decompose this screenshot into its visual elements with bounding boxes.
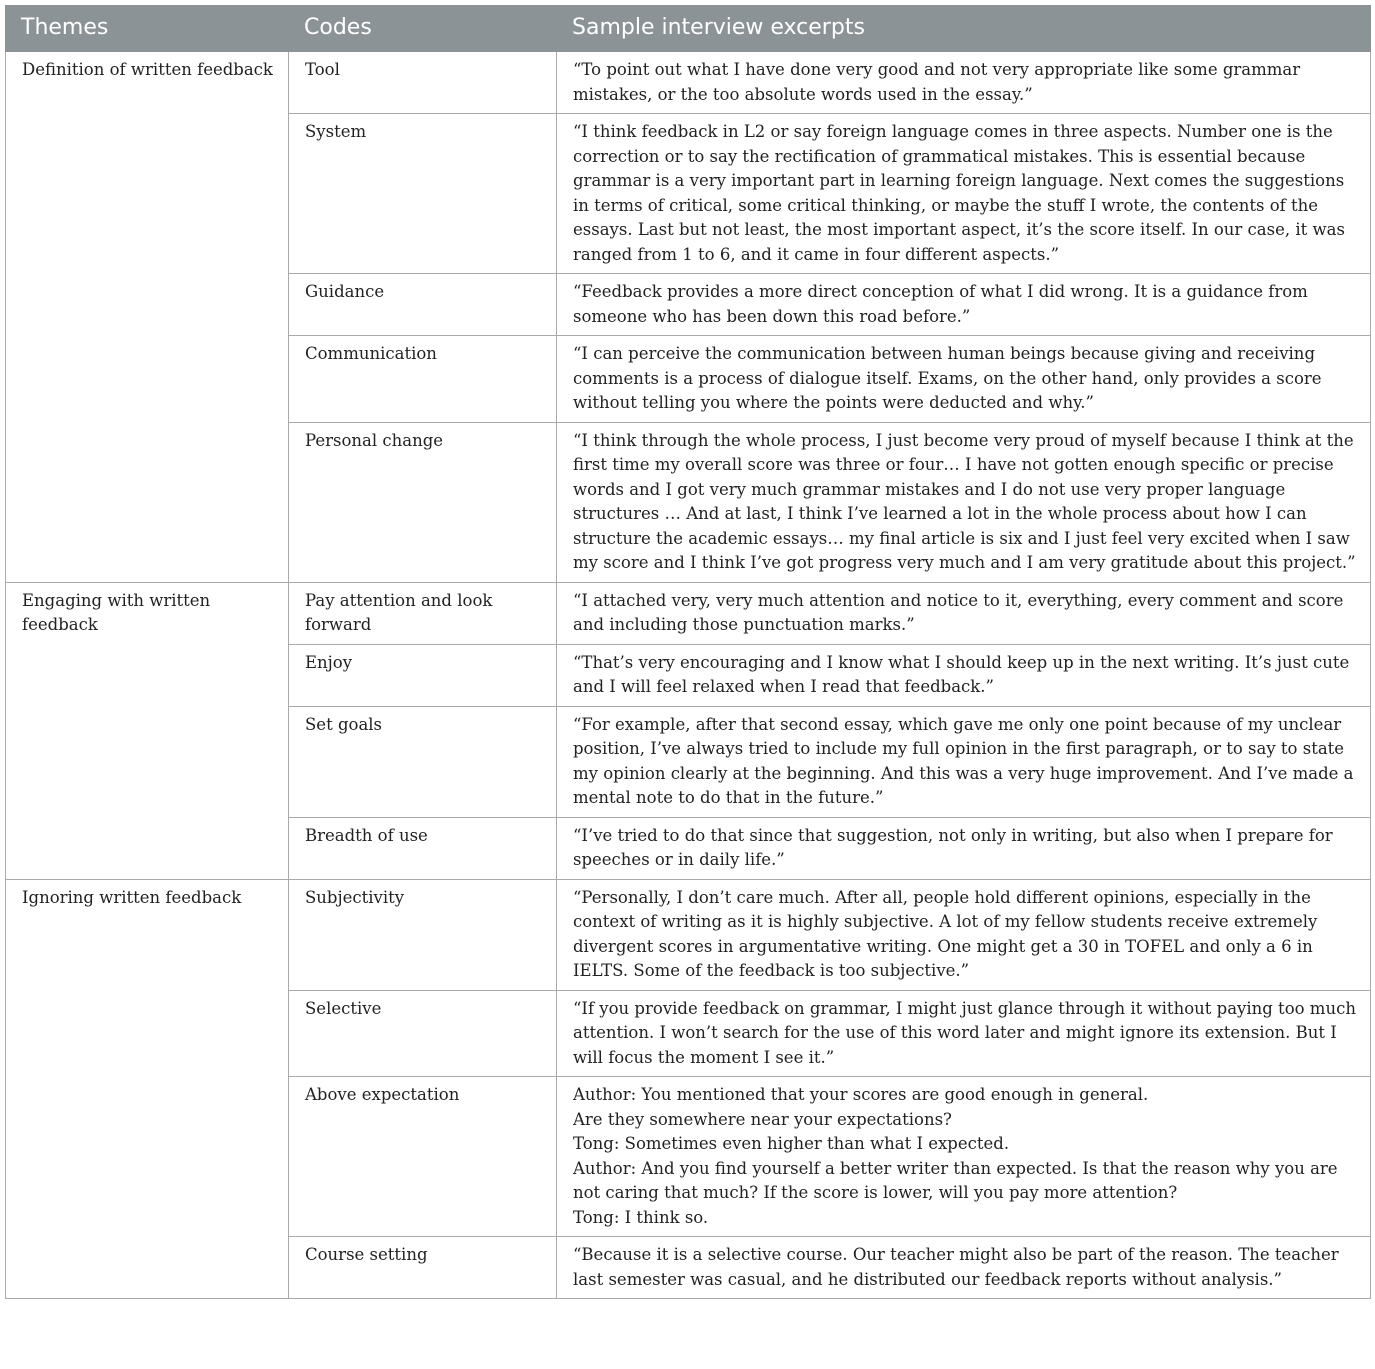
code-cell: Communication [289,336,557,423]
excerpt-cell: “I attached very, very much attention and notice to it, everything, every comment and score and including those punctuation marks.” [557,582,1371,644]
header-codes: Codes [289,6,557,52]
header-themes: Themes [6,6,289,52]
interview-themes-table [5,5,1371,1299]
code-cell: Enjoy [289,644,557,706]
excerpt-cell: “I think feedback in L2 or say foreign language comes in three aspects. Number one is the correction or to say the rectification of grammatical mistakes. This is essential because grammar is a very important part in learning foreign language. Next comes the suggestions in terms of critical, some critical thinking, or maybe the stuff I wrote, the contents of the essays. Last but not least, the most important aspect, it’s the score itself. In our case, it was ranged from 1 to 6, and it came in four different aspects.” [557,114,1371,274]
code-cell: Tool [289,52,557,114]
code-cell: Guidance [289,274,557,336]
code-cell: System [289,114,557,274]
excerpt-cell: “I think through the whole process, I just become very proud of myself because I think at the first time my overall score was three or four… I have not gotten enough specific or precise words and I got very much grammar mistakes and I do not use very proper language structures … And at last, I think I’ve learned a lot in the whole process about how I can structure the academic essays… my final article is six and I just feel very excited when I saw my score and I think I’ve got progress very much and I am very gratitude about this project.” [557,422,1371,582]
code-cell: Course setting [289,1237,557,1299]
code-cell: Personal change [289,422,557,582]
dialogue-line: Author: You mentioned that your scores are good enough in general. [573,1085,1149,1104]
dialogue-line: Tong: Sometimes even higher than what I expected. [573,1134,1010,1153]
table-row [6,582,1371,644]
theme-cell: Ignoring written feedback [6,879,289,1299]
code-cell: Above expectation [289,1077,557,1237]
theme-cell: Definition of written feedback [6,52,289,583]
table-body [6,52,1371,1299]
header-excerpts: Sample interview excerpts [557,6,1371,52]
table-row [6,52,1371,114]
excerpt-cell: “To point out what I have done very good and not very appropriate like some grammar mistakes, or the too absolute words used in the essay.” [557,52,1371,114]
table-row [6,879,1371,990]
excerpt-cell: “Personally, I don’t care much. After all, people hold different opinions, especially in the context of writing as it is highly subjective. A lot of my fellow students receive extremely divergent scores in argumentative writing. One might get a 30 in TOFEL and only a 6 in IELTS. Some of the feedback is too subjective.” [557,879,1371,990]
dialogue-line: Author: And you find yourself a better writer than expected. Is that the reason why you are not caring that much? If the score is lower, will you pay more attention? [573,1158,1338,1202]
code-cell: Selective [289,990,557,1077]
excerpt-cell: “I can perceive the communication between human beings because giving and receiving comments is a process of dialogue itself. Exams, on the other hand, only provides a score without telling you where the points were deducted and why.” [557,336,1371,423]
excerpt-cell: “Because it is a selective course. Our teacher might also be part of the reason. The teacher last semester was casual, and he distributed our feedback reports without analysis.” [557,1237,1371,1299]
dialogue-line: Are they somewhere near your expectations? [573,1109,952,1129]
code-cell: Pay attention and look forward [289,582,557,644]
excerpt-cell: “Feedback provides a more direct conception of what I did wrong. It is a guidance from someone who has been down this road before.” [557,274,1371,336]
excerpt-cell: “For example, after that second essay, which gave me only one point because of my unclear position, I’ve always tried to include my full opinion in the first paragraph, or to say to state my opinion clearly at the beginning. And this was a very huge improvement. And I’ve made a mental note to do that in the future.” [557,706,1371,817]
dialogue-line: Tong: I think so. [573,1207,709,1227]
excerpt-cell: “I’ve tried to do that since that suggestion, not only in writing, but also when I prepare for speeches or in daily life.” [557,817,1371,879]
code-cell: Breadth of use [289,817,557,879]
excerpt-cell [557,1077,1371,1237]
code-cell: Set goals [289,706,557,817]
excerpt-cell: “If you provide feedback on grammar, I might just glance through it without paying too much attention. I won’t search for the use of this word later and might ignore its extension. But I will focus the moment I see it.” [557,990,1371,1077]
theme-cell: Engaging with written feedback [6,582,289,879]
code-cell: Subjectivity [289,879,557,990]
header-row [6,6,1371,52]
excerpt-cell: “That’s very encouraging and I know what I should keep up in the next writing. It’s just cute and I will feel relaxed when I read that feedback.” [557,644,1371,706]
